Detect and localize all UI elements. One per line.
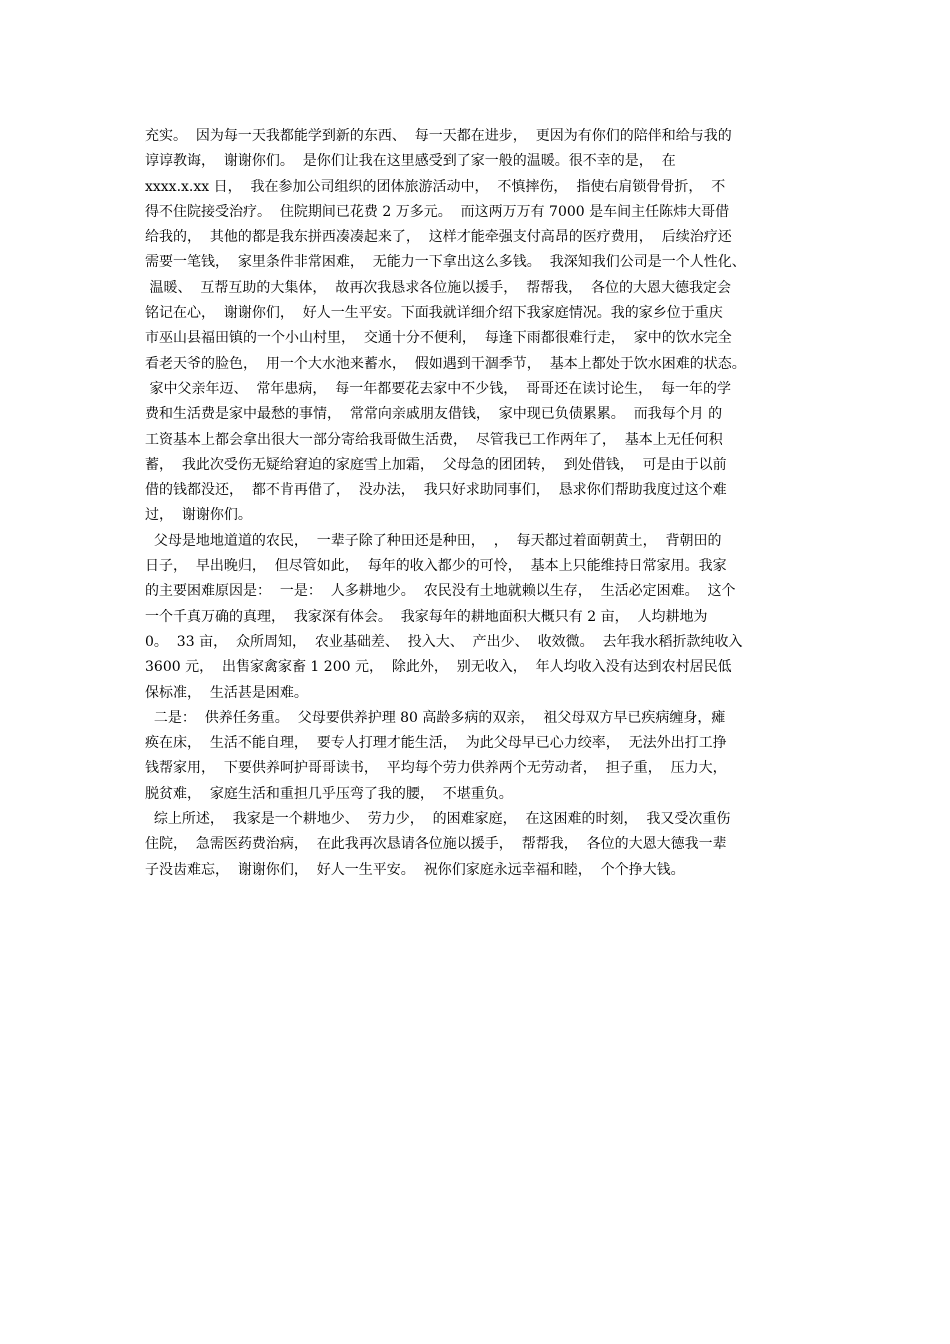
text-line: 父母是地地道道的农民， 一辈子除了种田还是种田， ， 每天都过着面朝黄土， 背朝田的 [145, 532, 722, 549]
text-line: xxxx.x.xx 日， 我在参加公司组织的团体旅游活动中， 不慎摔伤， 指使右肩锁骨骨折， 不 [145, 178, 726, 195]
text-line: 铭记在心， 谢谢你们， 好人一生平安。下面我就详细介绍下我家庭情况。我的家乡位于重庆 [145, 305, 723, 322]
text-line: 需要一笔钱， 家里条件非常困难， 无能力一下拿出这么多钱。 我深知我们公司是一个人性化、 [145, 254, 746, 271]
text-line: 3600 元， 出售家禽家畜 1 200 元， 除此外， 别无收入， 年人均收入没有达到农村居民低 [145, 659, 732, 676]
text-line: 充实。 因为每一天我都能学到新的东西、 每一天都在进步， 更因为有你们的陪伴和给与我的 [145, 128, 732, 144]
text-line: 综上所述， 我家是一个耕地少、 劳力少， 的困难家庭， 在这困难的时刻， 我又受次重伤 [145, 811, 731, 828]
text-line: 住院， 急需医药费治病， 在此我再次恳请各位施以援手， 帮帮我， 各位的大恩大德我一辈 [145, 836, 727, 853]
text-line: 蓄， 我此次受伤无疑给窘迫的家庭雪上加霜， 父母急的团团转， 到处借钱， 可是由于以前 [145, 456, 727, 473]
text-line: 家中父亲年迈、 常年患病， 每一年都要花去家中不少钱， 哥哥还在读讨论生， 每一年的学 [145, 380, 732, 397]
text-line: 市巫山县福田镇的一个小山村里， 交通十分不便利， 每逢下雨都很难行走， 家中的饮水完全 [145, 330, 732, 347]
text-line: 给我的， 其他的都是我东拼西凑凑起来了， 这样才能牵强支付高昂的医疗费用， 后续治疗还 [145, 229, 732, 246]
text-line: 过， 谢谢你们。 [145, 507, 252, 524]
text-line: 的主要困难原因是： 一是： 人多耕地少。 农民没有土地就赖以生存， 生活必定困难。 这个 [145, 583, 736, 600]
text-line: 子没齿难忘， 谢谢你们， 好人一生平安。 祝你们家庭永远幸福和睦， 个个挣大钱。 [145, 861, 685, 878]
text-line: 工资基本上都会拿出很大一部分寄给我哥做生活费， 尽管我已工作两年了， 基本上无任何积 [145, 431, 723, 448]
text-line: 看老天爷的脸色， 用一个大水池来蓄水， 假如遇到干涸季节， 基本上都处于饮水困难的状态。 [145, 355, 746, 372]
text-line: 日子， 早出晚归， 但尽管如此， 每年的收入都少的可怜， 基本上只能维持日常家用。我家 [145, 558, 727, 575]
text-line: 得不住院接受治疗。 住院期间已花费 2 万多元。 而这两万万有 7000 是车间主任陈炜大哥借 [145, 203, 730, 220]
text-line: 温暖、 互帮互助的大集体， 故再次我恳求各位施以援手， 帮帮我， 各位的大恩大德我定会 [145, 279, 732, 296]
text-line: 痪在床， 生活不能自理， 要专人打理才能生活， 为此父母早已心力绞率， 无法外出打工挣 [145, 735, 727, 752]
text-line: 费和生活费是家中最愁的事情， 常常向亲戚朋友借钱， 家中现已负债累累。 而我每个月 的 [145, 406, 723, 423]
text-line: 脱贫难， 家庭生活和重担几乎压弯了我的腰， 不堪重负。 [145, 785, 513, 802]
text-line: 二是： 供养任务重。 父母要供养护理 80 高龄多病的双亲， 祖父母双方早已疾病缠身，瘫 [145, 709, 726, 726]
text-line: 一个千真万确的真理， 我家深有体会。 我家每年的耕地面积大概只有 2 亩， 人均耕地为 [145, 608, 708, 625]
text-line: 谆谆教诲， 谢谢你们。 是你们让我在这里感受到了家一般的温暖。很不幸的是， 在 [145, 153, 676, 170]
document-body [145, 124, 825, 883]
text-line: 钱帮家用， 下要供养呵护哥哥读书， 平均每个劳力供养两个无劳动者， 担子重， 压力大， [145, 760, 727, 777]
text-line: 0。 33 亩， 众所周知， 农业基础差、 投入大、 产出少、 收效微。 去年我水稻折款纯收入 [145, 633, 743, 650]
text-line: 借的钱都没还， 都不肯再借了， 没办法， 我只好求助同事们， 恳求你们帮助我度过这个难 [145, 482, 727, 499]
text-line: 保标准， 生活甚是困难。 [145, 684, 308, 701]
